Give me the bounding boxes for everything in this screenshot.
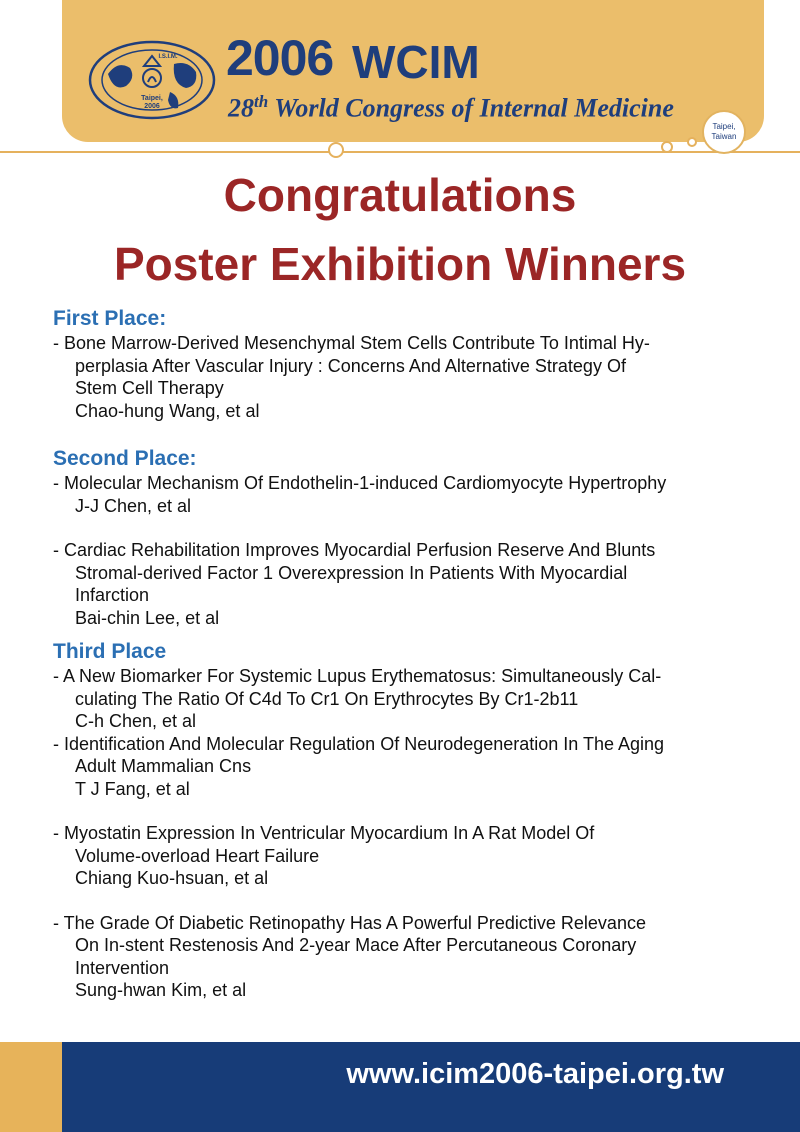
entry-author: Chao-hung Wang, et al [75,400,260,421]
decoration-ring-left [326,140,346,160]
wcim-abbr-text: WCIM [351,36,480,86]
winners-list [53,306,773,1002]
entry-title-line: - Cardiac Rehabilitation Improves Myocardial Perfusion Reserve And Blunts [53,540,656,560]
entry-author: C-h Chen, et al [75,711,197,731]
city-badge-line1: Taipei, [712,122,736,131]
seal-city-text: Taipei, [141,95,163,102]
wcim-wordmark [352,30,498,86]
list-item [53,822,773,890]
list-item [53,332,773,422]
seal-year-text: 2006 [144,103,160,110]
entry-title-line: culating The Ratio Of C4d To Cr1 On Erythrocytes By Cr1-2b11 [75,688,579,709]
entry-title-line: - Molecular Mechanism Of Endothelin-1-induced Cardiomyocyte Hypertrophy [53,473,667,493]
entry-author: J-J Chen, et al [75,495,192,516]
congress-name: World Congress of Internal Medicine [274,93,674,123]
ordinal-number: 28 [228,93,254,123]
entry-title-line: Volume-overload Heart Failure [75,845,320,866]
footer-accent-block [0,1042,62,1132]
list-item [53,472,773,517]
entry-title-line: Intervention [75,957,170,978]
congress-subtitle [228,92,674,124]
website-url[interactable]: www.icim2006-taipei.org.tw [346,1058,724,1090]
entry-title-line: Adult Mammalian Cns [75,756,252,776]
first-place-heading: First Place: [53,307,167,330]
entry-title-line: - The Grade Of Diabetic Retinopathy Has A Powerful Predictive Relevance [53,912,646,933]
entry-title-line: Stem Cell Therapy [75,378,224,398]
congress-seal-logo [86,38,218,122]
congress-year: 2006 [226,30,334,86]
entry-title-line: Infarction [75,585,150,605]
entry-author: Bai-chin Lee, et al [75,607,220,628]
seal-top-text: I.S.I.M. [158,54,178,60]
entry-title-line: On In-stent Restenosis And 2-year Mace After Percutaneous Coronary [75,935,637,955]
entry-title-line: perplasia After Vascular Injury : Concerns And Alternative Strategy Of [75,355,626,376]
congress-title [226,30,498,86]
city-badge-line2: Taiwan [711,132,737,141]
entry-title-line: Stromal-derived Factor 1 Overexpression In Patients With Myocardial [75,562,628,583]
entry-author: T J Fang, et al [75,778,190,799]
headline-poster-winners: Poster Exhibition Winners [113,238,687,290]
decoration-dot-small [686,136,698,148]
ordinal-suffix: th [254,92,269,111]
headline-congratulations: Congratulations [223,169,577,221]
second-place-heading: Second Place: [53,447,197,470]
entry-title-line: - Bone Marrow-Derived Mesenchymal Stem Cells Contribute To Intimal Hy- [53,333,650,353]
list-item [53,912,773,1002]
entry-title-line: - Identification And Molecular Regulation Of Neurodegeneration In The Aging [53,733,665,754]
city-badge [702,110,746,154]
third-place-heading: Third Place [53,640,167,663]
list-item [53,733,773,801]
list-item [53,539,773,629]
entry-title-line: - A New Biomarker For Systemic Lupus Erythematosus: Simultaneously Cal- [53,666,662,686]
entry-author: Sung-hwan Kim, et al [75,980,247,1000]
list-item [53,665,773,733]
banner-decoration-line [0,148,800,156]
decoration-dot-right [660,140,674,154]
entry-title-line: - Myostatin Expression In Ventricular Myocardium In A Rat Model Of [53,823,595,843]
entry-author: Chiang Kuo-hsuan, et al [75,868,269,888]
